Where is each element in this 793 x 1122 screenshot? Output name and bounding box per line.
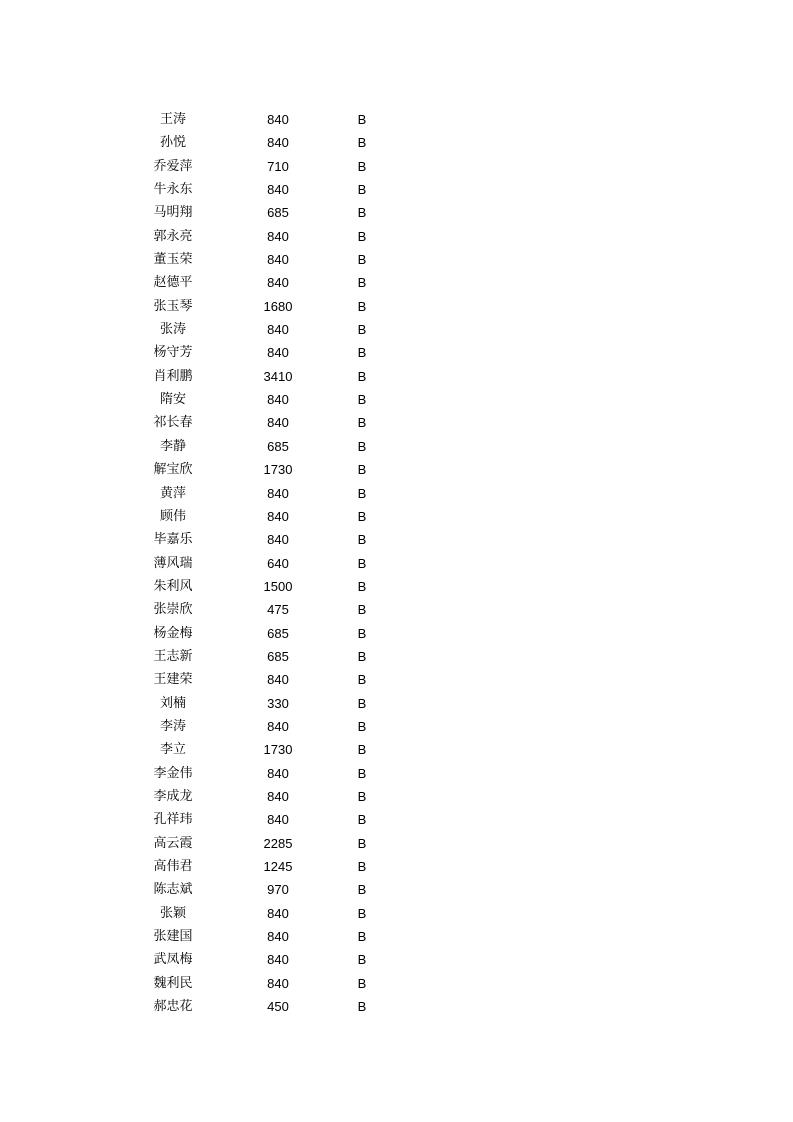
amount-cell: 1730 [263,462,293,478]
name-cell: 张玉琴 [153,298,193,314]
amount-cell: 840 [267,952,289,968]
amount-cell: 840 [267,672,289,688]
amount-cell: 3410 [263,368,293,384]
name-cell: 祁长春 [153,415,193,431]
table-row [0,411,793,434]
name-cell: 朱利风 [153,578,193,594]
name-cell: 魏利民 [153,975,193,991]
grade-cell: B [357,999,367,1015]
amount-cell: 685 [267,205,289,221]
table-row [0,131,793,154]
amount-cell: 475 [267,602,289,618]
table-row [0,878,793,901]
name-cell: 高伟君 [153,859,193,874]
name-cell: 解宝欣 [153,462,193,478]
amount-cell: 840 [267,252,289,268]
table-row [0,248,793,271]
table-row [0,178,793,201]
name-cell: 乔爱萍 [153,158,193,174]
amount-cell: 970 [267,882,289,898]
grade-cell: B [357,228,367,244]
grade-cell: B [357,392,367,408]
name-cell: 杨守芳 [153,345,193,361]
table-row [0,948,793,971]
table-row [0,832,793,855]
name-cell: 郝忠花 [153,999,193,1015]
grade-cell: B [357,905,367,921]
table-row [0,808,793,831]
table-row [0,995,793,1018]
amount-cell: 330 [267,695,289,711]
amount-cell: 840 [267,788,289,804]
name-cell: 顾伟 [159,508,186,524]
grade-cell: B [357,578,367,594]
grade-cell: B [357,485,367,501]
amount-cell: 840 [267,182,289,198]
name-cell: 肖利鹏 [153,368,193,384]
amount-cell: 640 [267,555,289,571]
grade-cell: B [357,672,367,688]
grade-cell: B [357,882,367,898]
table-row [0,528,793,551]
amount-cell: 840 [267,228,289,244]
name-cell: 李成龙 [153,788,193,804]
name-cell: 郭永亮 [153,228,193,244]
name-cell: 黄萍 [159,485,186,501]
amount-cell: 840 [267,135,289,151]
grade-cell: B [357,135,367,151]
grade-cell: B [357,462,367,478]
name-cell: 武凤梅 [153,952,193,968]
name-cell: 杨金梅 [153,625,193,641]
name-cell: 马明翔 [153,205,193,221]
grade-cell: B [357,952,367,968]
table-row [0,318,793,341]
amount-cell: 840 [267,345,289,361]
grade-cell: B [357,205,367,221]
amount-cell: 840 [267,765,289,781]
table-row [0,925,793,948]
table-row [0,458,793,481]
name-cell: 张颖 [159,905,186,921]
grade-cell: B [357,112,367,127]
grade-cell: B [357,625,367,641]
name-cell: 赵德平 [153,275,193,291]
table-row [0,855,793,878]
amount-cell: 840 [267,718,289,734]
amount-cell: 685 [267,648,289,664]
name-cell: 李金伟 [153,765,193,781]
amount-cell: 840 [267,322,289,338]
table-row [0,692,793,715]
amount-cell: 1245 [263,859,293,874]
name-cell: 李立 [159,742,186,758]
name-cell: 牛永东 [153,182,193,198]
grade-cell: B [357,252,367,268]
name-cell: 王涛 [159,112,186,127]
data-table [0,108,793,1018]
name-cell: 薄风瑞 [153,555,193,571]
grade-cell: B [357,788,367,804]
name-cell: 隋安 [159,392,186,408]
name-cell: 孔祥玮 [153,812,193,828]
table-row [0,715,793,738]
name-cell: 张建国 [153,929,193,945]
table-row [0,155,793,178]
name-cell: 王建荣 [153,672,193,688]
name-cell: 张崇欣 [153,602,193,618]
table-row [0,738,793,761]
amount-cell: 1730 [263,742,293,758]
grade-cell: B [357,158,367,174]
table-row [0,622,793,645]
amount-cell: 840 [267,392,289,408]
grade-cell: B [357,812,367,828]
grade-cell: B [357,275,367,291]
grade-cell: B [357,298,367,314]
table-row [0,435,793,458]
table-row [0,388,793,411]
table-row [0,271,793,294]
table-row [0,575,793,598]
grade-cell: B [357,742,367,758]
amount-cell: 840 [267,905,289,921]
grade-cell: B [357,368,367,384]
amount-cell: 840 [267,812,289,828]
grade-cell: B [357,859,367,874]
amount-cell: 2285 [263,835,293,851]
table-row [0,645,793,668]
amount-cell: 450 [267,999,289,1015]
table-row [0,552,793,575]
name-cell: 李静 [159,438,186,454]
grade-cell: B [357,415,367,431]
table-row [0,225,793,248]
table-row [0,482,793,505]
amount-cell: 840 [267,929,289,945]
amount-cell: 1500 [263,578,293,594]
grade-cell: B [357,345,367,361]
amount-cell: 840 [267,975,289,991]
amount-cell: 685 [267,625,289,641]
grade-cell: B [357,975,367,991]
grade-cell: B [357,182,367,198]
table-row [0,668,793,691]
amount-cell: 840 [267,508,289,524]
grade-cell: B [357,695,367,711]
grade-cell: B [357,508,367,524]
table-row [0,341,793,364]
name-cell: 张涛 [159,322,186,338]
name-cell: 王志新 [153,648,193,664]
table-row [0,365,793,388]
amount-cell: 840 [267,485,289,501]
grade-cell: B [357,555,367,571]
table-row [0,201,793,224]
amount-cell: 840 [267,275,289,291]
grade-cell: B [357,765,367,781]
name-cell: 李涛 [159,718,186,734]
name-cell: 毕嘉乐 [153,532,193,548]
grade-cell: B [357,322,367,338]
amount-cell: 710 [267,158,289,174]
name-cell: 刘楠 [159,695,186,711]
amount-cell: 840 [267,112,289,127]
table-row [0,902,793,925]
table-row [0,108,793,131]
amount-cell: 840 [267,415,289,431]
table-row [0,785,793,808]
grade-cell: B [357,929,367,945]
name-cell: 高云霞 [153,835,193,851]
table-row [0,972,793,995]
grade-cell: B [357,835,367,851]
amount-cell: 840 [267,532,289,548]
grade-cell: B [357,602,367,618]
amount-cell: 685 [267,438,289,454]
table-row [0,505,793,528]
table-row [0,295,793,318]
name-cell: 董玉荣 [153,252,193,268]
name-cell: 孙悦 [159,135,186,151]
grade-cell: B [357,648,367,664]
grade-cell: B [357,438,367,454]
name-cell: 陈志斌 [153,882,193,898]
table-row [0,762,793,785]
amount-cell: 1680 [263,298,293,314]
grade-cell: B [357,532,367,548]
grade-cell: B [357,718,367,734]
table-row [0,598,793,621]
